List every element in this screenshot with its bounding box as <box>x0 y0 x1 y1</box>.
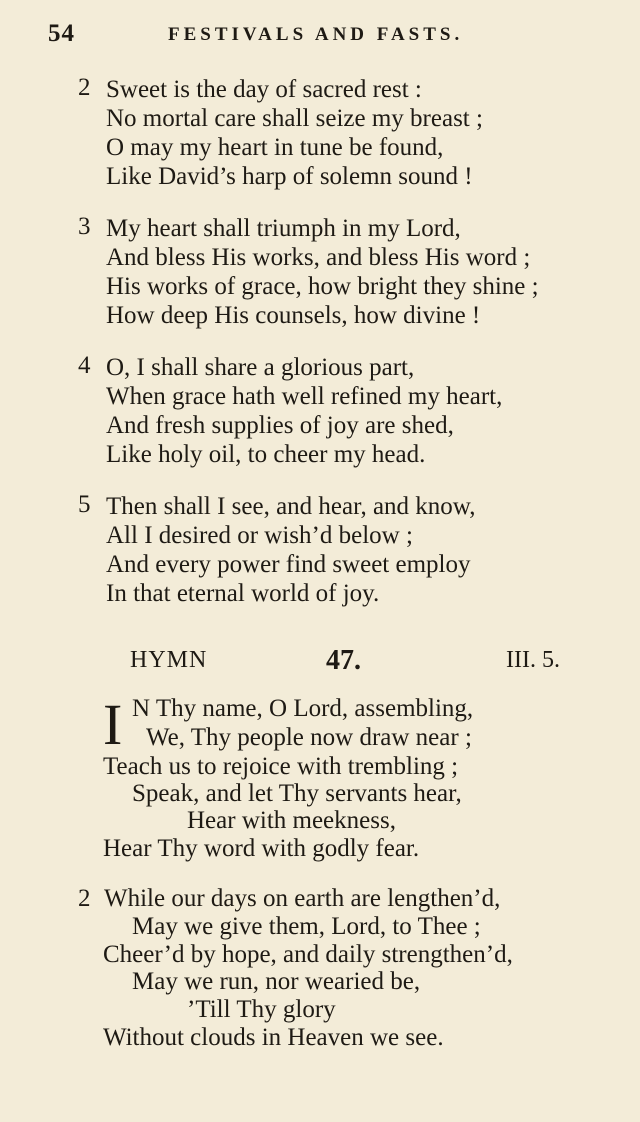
verse-line: His works of grace, how bright they shine ; <box>106 273 539 300</box>
stanza-number: 2 <box>78 885 91 912</box>
hymn-meter: III. 5. <box>506 647 560 673</box>
verse-line: ’Till Thy glory <box>187 996 336 1023</box>
verse-line: In that eternal world of joy. <box>106 580 380 607</box>
verse-line: My heart shall triumph in my Lord, <box>106 215 461 242</box>
verse-line: Like holy oil, to cheer my head. <box>106 441 426 468</box>
drop-cap: I <box>103 692 123 757</box>
verse-line: Hear Thy word with godly fear. <box>103 835 420 862</box>
verse-line: Like David’s harp of solemn sound ! <box>106 163 473 190</box>
verse-line: All I desired or wish’d below ; <box>106 522 413 549</box>
verse-line: Cheer’d by hope, and daily strengthen’d, <box>103 941 513 968</box>
hymn-number: 47. <box>326 645 361 676</box>
verse-line: And bless His works, and bless His word ; <box>106 244 531 271</box>
stanza-number: 3 <box>78 213 91 240</box>
page-number: 54 <box>48 20 75 47</box>
verse-line: O, I shall share a glorious part, <box>106 354 415 381</box>
running-head: FESTIVALS AND FASTS. <box>168 24 464 45</box>
verse-line: O may my heart in tune be found, <box>106 134 444 161</box>
page-header <box>48 20 548 52</box>
verse-line: While our days on earth are lengthen’d, <box>104 885 501 912</box>
verse-line: Then shall I see, and hear, and know, <box>106 493 476 520</box>
verse-line: When grace hath well refined my heart, <box>106 383 503 410</box>
verse-line: Without clouds in Heaven we see. <box>103 1024 444 1051</box>
verse-line: Teach us to rejoice with trembling ; <box>103 753 459 780</box>
verse-line: Sweet is the day of sacred rest : <box>106 76 422 103</box>
verse-line: How deep His counsels, how divine ! <box>106 302 481 329</box>
verse-line: May we give them, Lord, to Thee ; <box>132 913 481 940</box>
hymn-heading <box>130 645 560 679</box>
verse-line: Speak, and let Thy servants hear, <box>132 780 462 807</box>
verse-line: N Thy name, O Lord, assembling, <box>132 695 474 722</box>
verse-line: And fresh supplies of joy are shed, <box>106 412 454 439</box>
verse-line: May we run, nor wearied be, <box>132 968 421 995</box>
stanza-number: 2 <box>78 74 91 101</box>
verse-line: Hear with meekness, <box>187 807 396 834</box>
hymn-label: HYMN <box>130 647 208 673</box>
stanza-number: 5 <box>78 491 91 518</box>
verse-line: We, Thy people now draw near ; <box>146 724 472 751</box>
stanza-number: 4 <box>78 352 91 379</box>
verse-line: And every power find sweet employ <box>106 551 471 578</box>
verse-line: No mortal care shall seize my breast ; <box>106 105 483 132</box>
